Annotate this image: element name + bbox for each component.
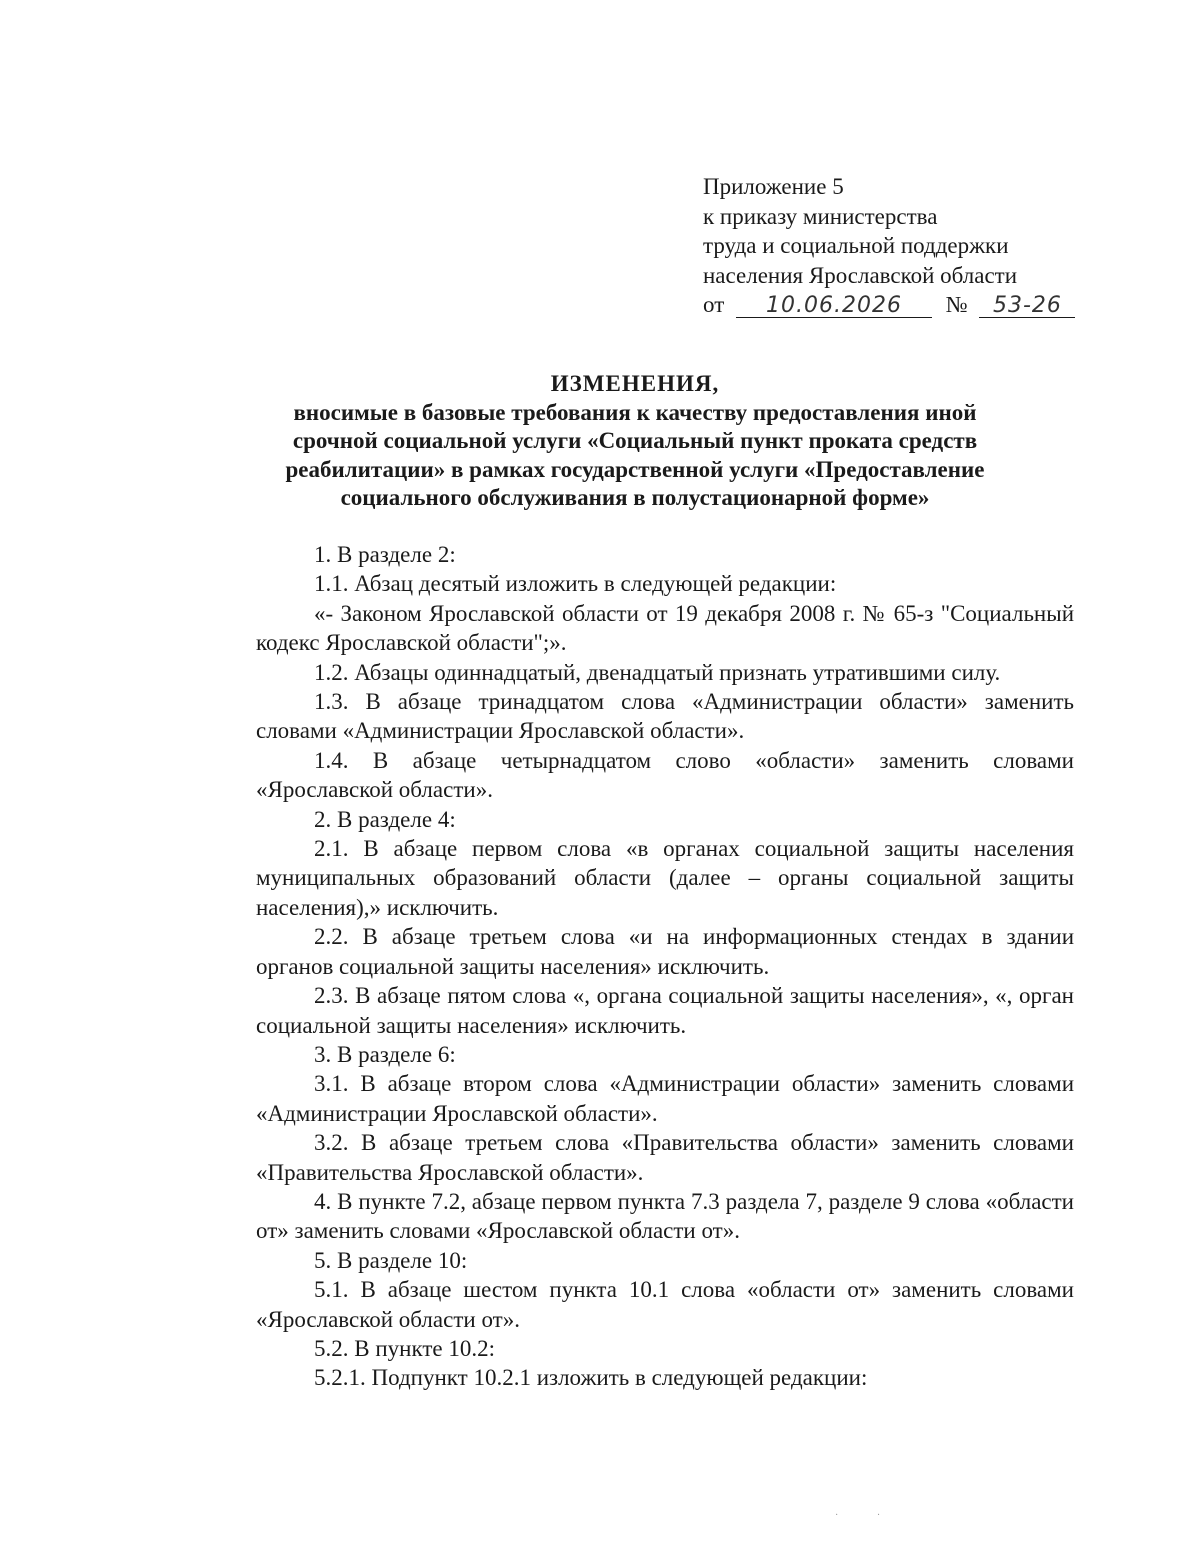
handwritten-date: 10.06.2026 bbox=[736, 295, 932, 318]
paragraph: 2.2. В абзаце третьем слова «и на информационных стендах в здании органов социальной защиты населения» исключить. bbox=[256, 924, 1074, 979]
paragraph: 3.1. В абзаце втором слова «Администрации области» заменить словами «Администрации Ярославской области». bbox=[256, 1071, 1074, 1126]
paragraph: 1. В разделе 2: bbox=[314, 542, 456, 567]
document-body bbox=[256, 540, 1074, 1393]
paragraph: 2.1. В абзаце первом слова «в органах социальной защиты населения муниципальных образований области (далее – органы социальной защиты населения),» исключить. bbox=[256, 836, 1074, 920]
paragraph: 4. В пункте 7.2, абзаце первом пункта 7.3 раздела 7, разделе 9 слова «области от» заменить словами «Ярославской области от». bbox=[256, 1188, 1074, 1244]
paragraph: 2. В разделе 4: bbox=[314, 806, 456, 832]
paragraph: 5.2.1. Подпункт 10.2.1 изложить в следующей редакции: bbox=[314, 1365, 868, 1391]
handwritten-number: 53-26 bbox=[979, 295, 1075, 318]
appendix-line: Приложение 5 bbox=[703, 174, 844, 199]
appendix-header bbox=[703, 172, 1075, 320]
document-title bbox=[250, 370, 1020, 513]
paragraph: 3.2. В абзаце третьем слова «Правительства области» заменить словами «Правительства Ярославской области». bbox=[256, 1130, 1074, 1185]
title-subtitle: вносимые в базовые требования к качеству предоставления иной срочной социальной услуги «Социальный пункт проката средств реабилитации» в рамках государственной услуги «Предоставление социального обслуживания в полустационарной форме» bbox=[285, 399, 985, 510]
date-prefix: от bbox=[703, 292, 725, 317]
appendix-line: населения Ярославской области bbox=[703, 262, 1018, 288]
title-heading: ИЗМЕНЕНИЯ, bbox=[550, 371, 720, 396]
paragraph: 2.3. В абзаце пятом слова «, органа социальной защиты населения», «, орган социальной защиты населения» исключить. bbox=[256, 983, 1074, 1038]
paragraph: 1.2. Абзацы одиннадцатый, двенадцатый признать утратившими силу. bbox=[314, 659, 1001, 685]
appendix-line: труда и социальной поддержки bbox=[703, 233, 1009, 258]
paragraph: 5.2. В пункте 10.2: bbox=[314, 1335, 495, 1361]
paragraph: 1.3. В абзаце тринадцатом слова «Администрации области» заменить словами «Администрации Ярославской области». bbox=[256, 689, 1074, 744]
paragraph: 3. В разделе 6: bbox=[314, 1041, 456, 1067]
paragraph: «- Законом Ярославской области от 19 декабря 2008 г. № 65-з "Социальный кодекс Ярославской области";». bbox=[256, 600, 1074, 656]
paragraph: 1.1. Абзац десятый изложить в следующей редакции: bbox=[314, 571, 837, 597]
appendix-line: к приказу министерства bbox=[703, 203, 938, 229]
number-prefix: № bbox=[945, 292, 968, 317]
paragraph: 5.1. В абзаце шестом пункта 10.1 слова «области от» заменить словами «Ярославской области от». bbox=[256, 1277, 1074, 1332]
scan-artifact: · · bbox=[835, 1510, 899, 1521]
paragraph: 5. В разделе 10: bbox=[314, 1247, 468, 1273]
paragraph: 1.4. В абзаце четырнадцатом слово «области» заменить словами «Ярославской области». bbox=[256, 747, 1074, 803]
order-date-line bbox=[703, 290, 1075, 320]
